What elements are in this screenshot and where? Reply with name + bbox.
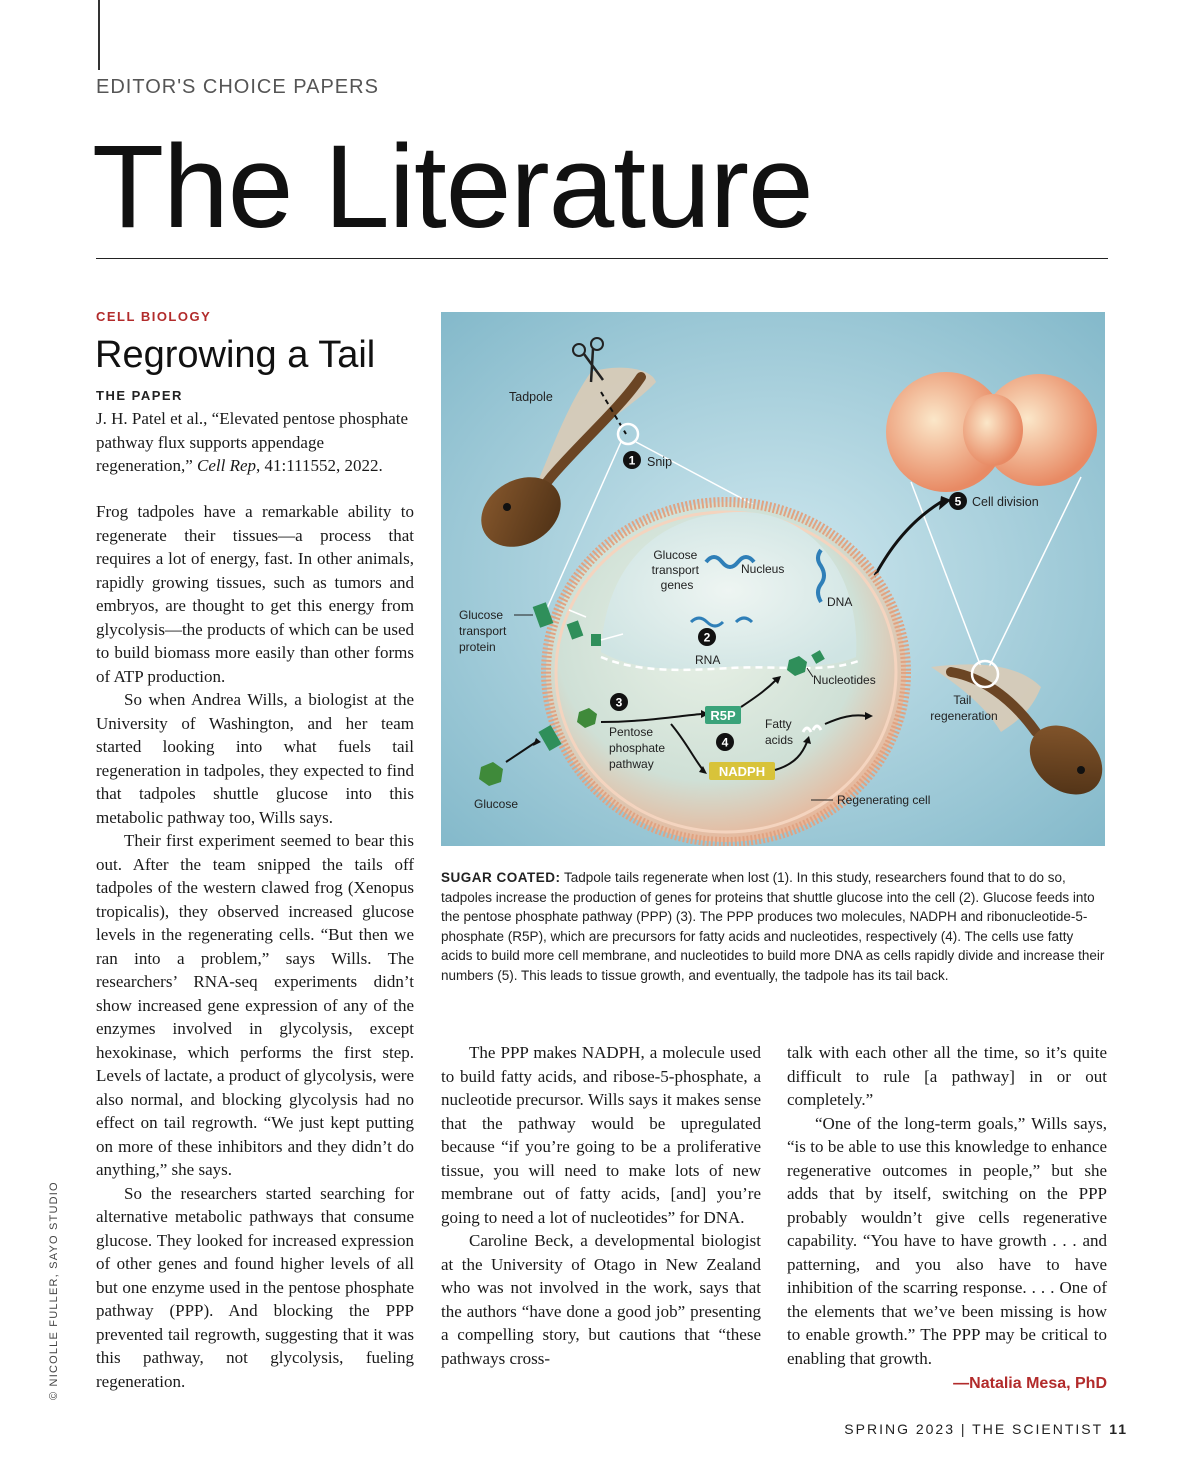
reference-journal: Cell Rep [197, 456, 257, 475]
author-signature: —Natalia Mesa, PhD [953, 1375, 1107, 1392]
label-snip: Snip [647, 455, 673, 469]
label-glucose: Glucose [474, 797, 519, 811]
label-tadpole: Tadpole [509, 390, 553, 404]
label-r5p: R5P [710, 708, 736, 723]
figure-caption [441, 868, 1105, 986]
article-category: CELL BIOLOGY [96, 309, 212, 324]
label-rna: RNA [695, 653, 721, 667]
top-rule [98, 0, 100, 70]
caption-lead: SUGAR COATED: [441, 870, 561, 885]
label-nadph: NADPH [718, 764, 766, 779]
label-regenerating-cell: Regenerating cell [837, 793, 931, 807]
footer-issue: SPRING 2023 | THE SCIENTIST [844, 1421, 1104, 1437]
article-column-1 [96, 500, 414, 1393]
image-credit: © NICOLLE FULLER, SAYO STUDIO [48, 1181, 60, 1400]
paragraph: Frog tadpoles have a remarkable ability to regenerate their tissues—a process that requires a lot of energy, fast. In other animals, rapidly growing tissues, such as tumors and embryos, are thought to get this energy from glycolysis—the products of which can be used to build biomass more easily than other forms of ATP production. [96, 502, 414, 686]
masthead-rule [96, 258, 1108, 259]
label-glucose-transport-genes: Glucose transport genes [651, 548, 700, 592]
paragraph: The PPP makes NADPH, a molecule used to build fatty acids, and ribose-5-phosphate, a nucleotide precursor. Wills says it makes sense that the pathway would be upregulated because “if you’re going to be a proliferative tissue, you will need to make lots of new membrane out of fatty acids, [and] you’re going to need a lot of nucleotides” for DNA. [441, 1043, 761, 1227]
paragraph: talk with each other all the time, so it’s quite difficult to rule [a pathway] in or out completely.” [787, 1043, 1107, 1109]
step-number: 1 [628, 453, 636, 468]
step-number: 4 [721, 735, 729, 750]
article-column-2 [441, 1041, 761, 1370]
paragraph: So the researchers started searching for alternative metabolic pathways that consume glucose. They looked for increased expression of other genes and found higher levels of all but one enzyme used in the pentose phosphate pathway (PPP). And blocking the PPP prevented tail regrowth, suggesting that it was this pathway, not glycolysis, fueling regeneration. [96, 1183, 414, 1391]
step-number: 5 [954, 494, 962, 509]
step-number: 3 [615, 695, 623, 710]
label-nucleotides: Nucleotides [813, 673, 876, 687]
label-glucose-transport-protein: Glucose transport protein [459, 608, 507, 654]
caption-text: Tadpole tails regenerate when lost (1). In this study, researchers found that to do so, tadpoles increase the production of genes for proteins that shuttle glucose into the cell (2). Glucose feeds into the pentose phosphate pathway (PPP) (3). The PPP produces two molecules, NADPH and ribonucleotide-5-phosphate (R5P), which are precursors for fatty acids and nucleotides, respectively (4). The cells use fatty acids to build more cell membrane, and nucleotides to build more DNA as cells rapidly divide and increase their numbers (5). This leads to tissue growth, and eventually, the tadpole has its tail back. [441, 870, 1105, 983]
label-cell-division: Cell division [972, 495, 1039, 509]
page-footer [844, 1421, 1128, 1437]
paper-reference [96, 407, 414, 478]
label-ppp: Pentose phosphate pathway [609, 725, 666, 771]
step-number: 2 [703, 630, 711, 645]
page-number: 11 [1109, 1421, 1128, 1437]
label-dna: DNA [827, 595, 853, 609]
section-label: EDITOR'S CHOICE PAPERS [96, 76, 379, 98]
paragraph: Their first experiment seemed to bear this out. After the team snipped the tails off tadpoles of the western clawed frog (Xenopus tropicalis), they observed increased glucose levels in the regenerating cells. “But then we ran into a problem,” says Wills. The researchers’ RNA-seq experiments didn’t show increased gene expression of any of the enzymes involved in glycolysis, except hexokinase, which performs the first step. Levels of lactate, a product of glycolysis, were also normal, and blocking glycolysis had no effect on tail regrowth. “We just kept putting on more of these inhibitors and they didn’t do anything,” she says. [96, 831, 414, 1179]
label-fatty-acids: Fatty acids [765, 717, 794, 747]
article-headline: Regrowing a Tail [95, 334, 376, 376]
sugar-coated-figure [441, 312, 1105, 846]
reference-authors: J. H. Patel et al., “Elevated pentose phosphate pathway flux supports appendage regeneration,” [96, 409, 409, 475]
article-column-3 [787, 1041, 1107, 1396]
paragraph: Caroline Beck, a developmental biologist at the University of Otago in New Zealand who was not involved in the work, says that the authors “have done a good job” presenting a compelling story, but cautions that “these pathways cross- [441, 1231, 761, 1368]
masthead-title: The Literature [92, 121, 813, 253]
figure-illustration [441, 312, 1105, 846]
label-tail-regeneration: Tail regeneration [930, 693, 998, 723]
reference-details: , 41:111552, 2022. [256, 456, 383, 475]
paragraph: So when Andrea Wills, a biologist at the University of Washington, and her team started looking into what fuels tail regeneration in tadpoles, they expected to find that tadpoles shuttle glucose into this metabolic pathway too, Wills says. [96, 690, 414, 827]
paper-label: THE PAPER [96, 388, 183, 403]
label-nucleus: Nucleus [741, 562, 785, 576]
paragraph: “One of the long-term goals,” Wills says, “is to be able to use this knowledge to enhance regenerative outcomes in people,” but she adds that by itself, switching on the PPP probably wouldn’t give cells regenerative capability. “You have to have growth . . . and patterning, and you also have to have inhibition of the scarring response. . . . One of the elements that we’ve been missing is how to enable growth.” The PPP may be critical to enabling that growth. [787, 1113, 1107, 1368]
